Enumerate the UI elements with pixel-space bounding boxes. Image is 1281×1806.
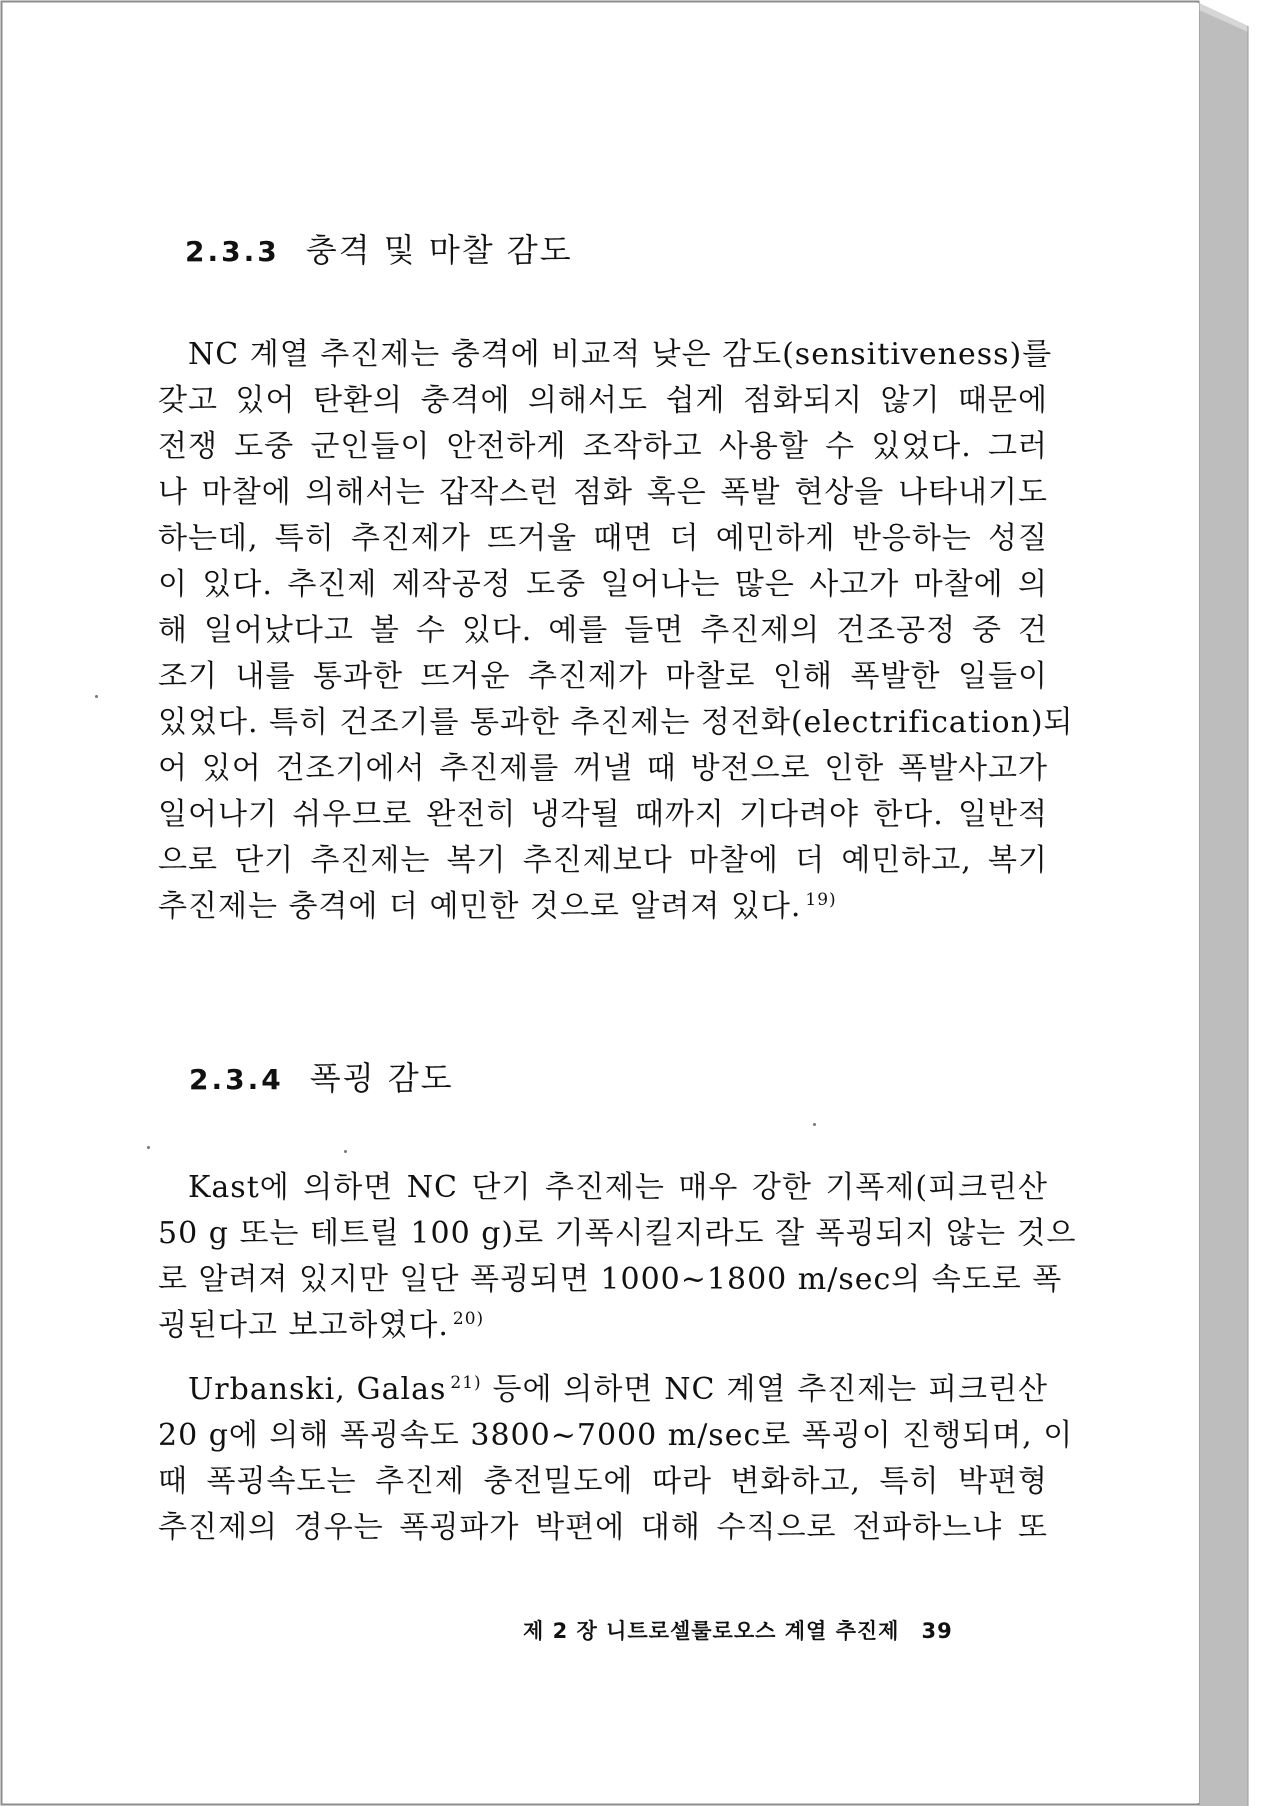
scan-speck <box>95 695 98 698</box>
text-line: 이 있다. 추진제 제작공정 도중 일어나는 많은 사고가 마찰에 의 <box>158 567 1048 602</box>
text-line: 조기 내를 통과한 뜨거운 추진제가 마찰로 인해 폭발한 일들이 <box>158 659 1048 694</box>
text-line: 추진제는 충격에 더 예민한 것으로 알려져 있다. $^{19)}$ <box>158 889 837 924</box>
text-line: 추진제의 경우는 폭굉파가 박편에 대해 수직으로 전파하느냐 또 <box>158 1510 1048 1545</box>
section-number: 2.3.3 <box>185 235 280 268</box>
text-line: 하는데, 특히 추진제가 뜨거울 때면 더 예민하게 반응하는 성질 <box>158 521 1048 556</box>
text-line: Urbanski, Galas $^{21)}$ 등에 의하면 NC 계열 추진제는 피크린산 <box>188 1372 1048 1407</box>
text-line: Kast에 의하면 NC 단기 추진제는 매우 강한 기폭제(피크린산 <box>188 1170 1048 1205</box>
text-line: 20 g에 의해 폭굉속도 3800~7000 m/sec로 폭굉이 진행되며, 이 <box>158 1418 1074 1453</box>
text-line: 어 있어 건조기에서 추진제를 꺼낼 때 방전으로 인한 폭발사고가 <box>158 751 1048 786</box>
text-line: 일어나기 쉬우므로 완전히 냉각될 때까지 기다려야 한다. 일반적 <box>158 797 1048 832</box>
scan-speck <box>813 1123 816 1126</box>
text-line: 굉된다고 보고하였다. $^{20)}$ <box>158 1308 485 1343</box>
text-line: 해 일어났다고 볼 수 있다. 예를 들면 추진제의 건조공정 중 건 <box>158 613 1048 648</box>
text-line: 50 g 또는 테트릴 100 g)로 기폭시킬지라도 잘 폭굉되지 않는 것으 <box>158 1216 1077 1251</box>
section-title: 폭굉 감도 <box>309 1059 454 1097</box>
text-line: 나 마찰에 의해서는 갑작스런 점화 혹은 폭발 현상을 나타내기도 <box>158 475 1048 510</box>
scan-speck <box>147 1146 150 1149</box>
text-line: 때 폭굉속도는 추진제 충전밀도에 따라 변화하고, 특히 박편형 <box>158 1464 1048 1499</box>
paragraph-kast <box>158 1165 1077 1349</box>
section-heading-2-3-3 <box>185 225 573 271</box>
section-title: 충격 및 마찰 감도 <box>305 231 573 269</box>
section-number: 2.3.4 <box>189 1063 284 1096</box>
text-line: 로 알려져 있지만 일단 폭굉되면 1000~1800 m/sec의 속도로 폭 <box>158 1262 1063 1297</box>
citation-ref: 20) <box>452 1309 485 1329</box>
text-line: 전쟁 도중 군인들이 안전하게 조작하고 사용할 수 있었다. 그러 <box>158 429 1048 464</box>
page-footer <box>523 1615 953 1645</box>
citation-ref: 21) <box>450 1373 482 1393</box>
paragraph-impact-friction <box>158 332 1074 930</box>
text-line: 으로 단기 추진제는 복기 추진제보다 마찰에 더 예민하고, 복기 <box>158 843 1048 878</box>
paragraph-urbanski <box>158 1367 1074 1551</box>
running-chapter-title: 제 2 장 니트로셀룰로오스 계열 추진제 <box>523 1619 900 1643</box>
scan-speck <box>344 1150 347 1153</box>
citation-ref: 19) <box>805 890 837 910</box>
document-page <box>3 3 1199 1803</box>
page-number: 39 <box>921 1619 953 1643</box>
text-line: 갖고 있어 탄환의 충격에 의해서도 쉽게 점화되지 않기 때문에 <box>158 383 1048 418</box>
text-line: 있었다. 특히 건조기를 통과한 추진제는 정전화(electrification)되 <box>158 705 1074 740</box>
text-line: NC 계열 추진제는 충격에 비교적 낮은 감도(sensitiveness)를 <box>188 337 1053 372</box>
section-heading-2-3-4 <box>189 1053 454 1099</box>
